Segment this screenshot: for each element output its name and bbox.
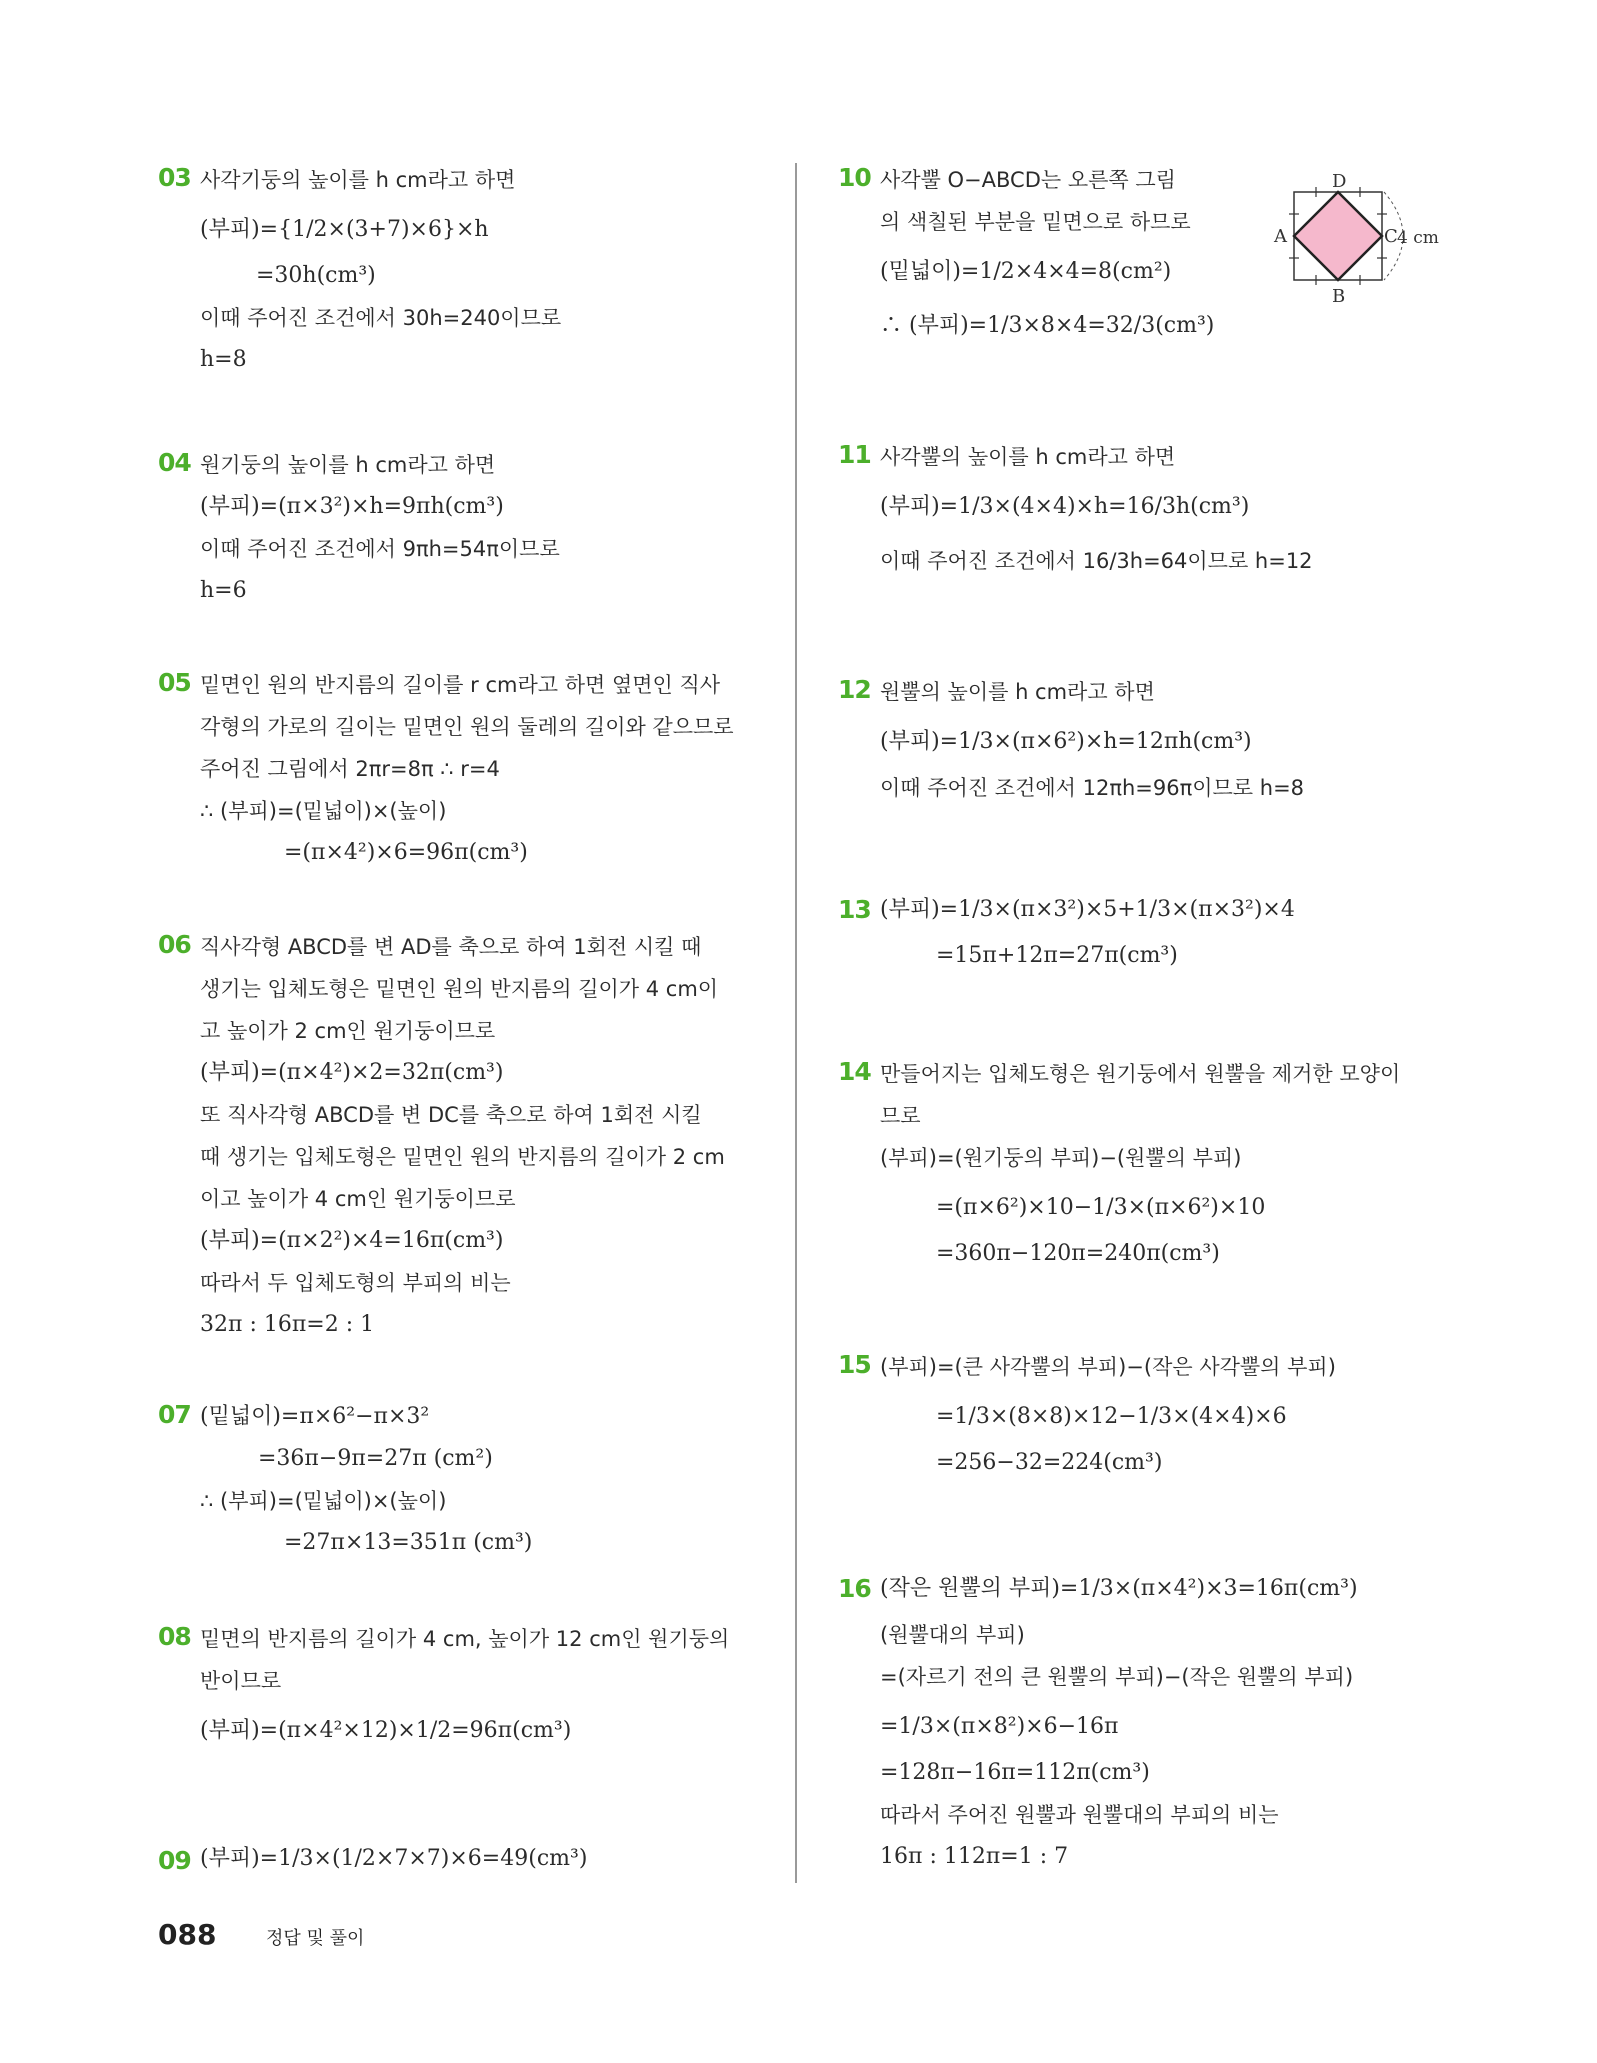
solution-line: ∴ (부피)=1/3×8×4=32/3(cm³)	[880, 313, 1215, 338]
label-c: C	[1384, 226, 1398, 247]
solution-line: =15π+12π=27π(cm³)	[936, 943, 1178, 968]
solution-line: 이때 주어진 조건에서 12πh=96π이므로 h=8	[880, 776, 1305, 800]
problem-number: 14	[838, 1057, 871, 1086]
problem-number: 08	[158, 1622, 191, 1651]
solution-line: (부피)=1/3×(π×3²)×5+1/3×(π×3²)×4	[880, 897, 1295, 922]
solution-line: (부피)=(원기둥의 부피)−(원뿔의 부피)	[880, 1146, 1242, 1170]
solution-line: =256−32=224(cm³)	[936, 1450, 1163, 1475]
solution-line: 따라서 두 입체도형의 부피의 비는	[200, 1271, 511, 1295]
problem-number: 07	[158, 1400, 191, 1429]
solution-line: (부피)=(π×3²)×h=9πh(cm³)	[200, 494, 504, 519]
label-d: D	[1332, 171, 1347, 192]
solution-line: 고 높이가 2 cm인 원기둥이므로	[200, 1019, 496, 1043]
solution-line: 므로	[880, 1104, 921, 1128]
solution-line: 때 생기는 입체도형은 밑면인 원의 반지름의 길이가 2 cm	[200, 1145, 725, 1169]
problem-number: 04	[158, 448, 191, 477]
solution-line: (밑넓이)=π×6²−π×3²	[200, 1404, 430, 1429]
solution-line: 이고 높이가 4 cm인 원기둥이므로	[200, 1187, 516, 1211]
solution-line: (부피)=(π×4²×12)×1/2=96π(cm³)	[200, 1718, 572, 1743]
solution-line: h=8	[200, 347, 247, 372]
solution-line: =(π×6²)×10−1/3×(π×6²)×10	[936, 1195, 1266, 1220]
label-b: B	[1332, 286, 1346, 307]
solution-line: 주어진 그림에서 2πr=8π ∴ r=4	[200, 757, 500, 781]
solution-line: 밑면인 원의 반지름의 길이를 r cm라고 하면 옆면인 직사	[200, 673, 721, 697]
solution-line: (밑넓이)=1/2×4×4=8(cm²)	[880, 259, 1172, 284]
column-divider	[795, 163, 797, 1883]
solution-line: 이때 주어진 조건에서 30h=240이므로	[200, 306, 562, 330]
solution-line: 만들어지는 입체도형은 원기둥에서 원뿔을 제거한 모양이	[880, 1062, 1401, 1086]
solution-line: h=6	[200, 578, 247, 603]
problem-number: 13	[838, 895, 871, 924]
solution-line: =1/3×(π×8²)×6−16π	[880, 1714, 1119, 1739]
solution-line: 직사각형 ABCD를 변 AD를 축으로 하여 1회전 시킬 때	[200, 935, 702, 959]
problem-number: 06	[158, 930, 191, 959]
solution-line: (부피)={1/2×(3+7)×6}×h	[200, 217, 489, 242]
solution-line: 각형의 가로의 길이는 밑면인 원의 둘레의 길이와 같으므로	[200, 715, 734, 739]
solution-line: =(π×4²)×6=96π(cm³)	[284, 840, 528, 865]
solution-line: ∴ (부피)=(밑넓이)×(높이)	[200, 799, 447, 823]
solution-line: (부피)=(π×4²)×2=32π(cm³)	[200, 1060, 504, 1085]
solution-line: 원뿔의 높이를 h cm라고 하면	[880, 680, 1155, 704]
square-base-figure	[1272, 170, 1452, 320]
solution-line: 이때 주어진 조건에서 16/3h=64이므로 h=12	[880, 549, 1313, 573]
shaded-base	[1294, 192, 1382, 280]
solution-line: 원기둥의 높이를 h cm라고 하면	[200, 453, 496, 477]
problem-number: 12	[838, 675, 871, 704]
solution-line: 사각뿔 O−ABCD는 오른쪽 그림	[880, 168, 1176, 192]
solution-line: (부피)=1/3×(4×4)×h=16/3h(cm³)	[880, 494, 1250, 519]
solution-line: =27π×13=351π (cm³)	[284, 1530, 533, 1555]
solution-line: =128π−16π=112π(cm³)	[880, 1760, 1150, 1785]
problem-number: 15	[838, 1350, 871, 1379]
problem-number: 16	[838, 1574, 871, 1603]
solution-line: 사각기둥의 높이를 h cm라고 하면	[200, 168, 516, 192]
solution-line: (부피)=(π×2²)×4=16π(cm³)	[200, 1228, 504, 1253]
solution-line: 또 직사각형 ABCD를 변 DC를 축으로 하여 1회전 시킬	[200, 1103, 702, 1127]
solution-line: =360π−120π=240π(cm³)	[936, 1241, 1220, 1266]
solution-line: 밑면의 반지름의 길이가 4 cm, 높이가 12 cm인 원기둥의	[200, 1627, 730, 1651]
solution-line: (작은 원뿔의 부피)=1/3×(π×4²)×3=16π(cm³)	[880, 1576, 1358, 1601]
solution-line: 반이므로	[200, 1669, 282, 1693]
problem-number: 10	[838, 163, 871, 192]
solution-line: 의 색칠된 부분을 밑면으로 하므로	[880, 210, 1191, 234]
solution-line: 16π : 112π=1 : 7	[880, 1844, 1069, 1869]
solution-line: 따라서 주어진 원뿔과 원뿔대의 부피의 비는	[880, 1803, 1279, 1827]
solution-line: 이때 주어진 조건에서 9πh=54π이므로	[200, 537, 560, 561]
solution-line: (부피)=1/3×(π×6²)×h=12πh(cm³)	[880, 729, 1252, 754]
problem-number: 03	[158, 163, 191, 192]
label-a: A	[1274, 226, 1287, 247]
page-number: 088	[158, 1918, 217, 1951]
solution-line: (부피)=1/3×(1/2×7×7)×6=49(cm³)	[200, 1846, 588, 1871]
solution-line: =30h(cm³)	[256, 263, 376, 288]
problem-number: 11	[838, 440, 871, 469]
solution-line: 사각뿔의 높이를 h cm라고 하면	[880, 445, 1176, 469]
problem-number: 09	[158, 1846, 191, 1875]
solution-line: 32π : 16π=2 : 1	[200, 1312, 375, 1337]
solution-line: (원뿔대의 부피)	[880, 1623, 1025, 1647]
solution-line: =1/3×(8×8)×12−1/3×(4×4)×6	[936, 1404, 1287, 1429]
solution-line: =(자르기 전의 큰 원뿔의 부피)−(작은 원뿔의 부피)	[880, 1665, 1354, 1689]
solution-line: ∴ (부피)=(밑넓이)×(높이)	[200, 1489, 447, 1513]
solution-line: =36π−9π=27π (cm²)	[258, 1446, 493, 1471]
problem-number: 05	[158, 668, 191, 697]
section-title: 정답 및 풀이	[266, 1928, 365, 1949]
solution-line: 생기는 입체도형은 밑면인 원의 반지름의 길이가 4 cm이	[200, 977, 719, 1001]
label-length: 4 cm	[1397, 228, 1439, 248]
solution-line: (부피)=(큰 사각뿔의 부피)−(작은 사각뿔의 부피)	[880, 1355, 1336, 1379]
